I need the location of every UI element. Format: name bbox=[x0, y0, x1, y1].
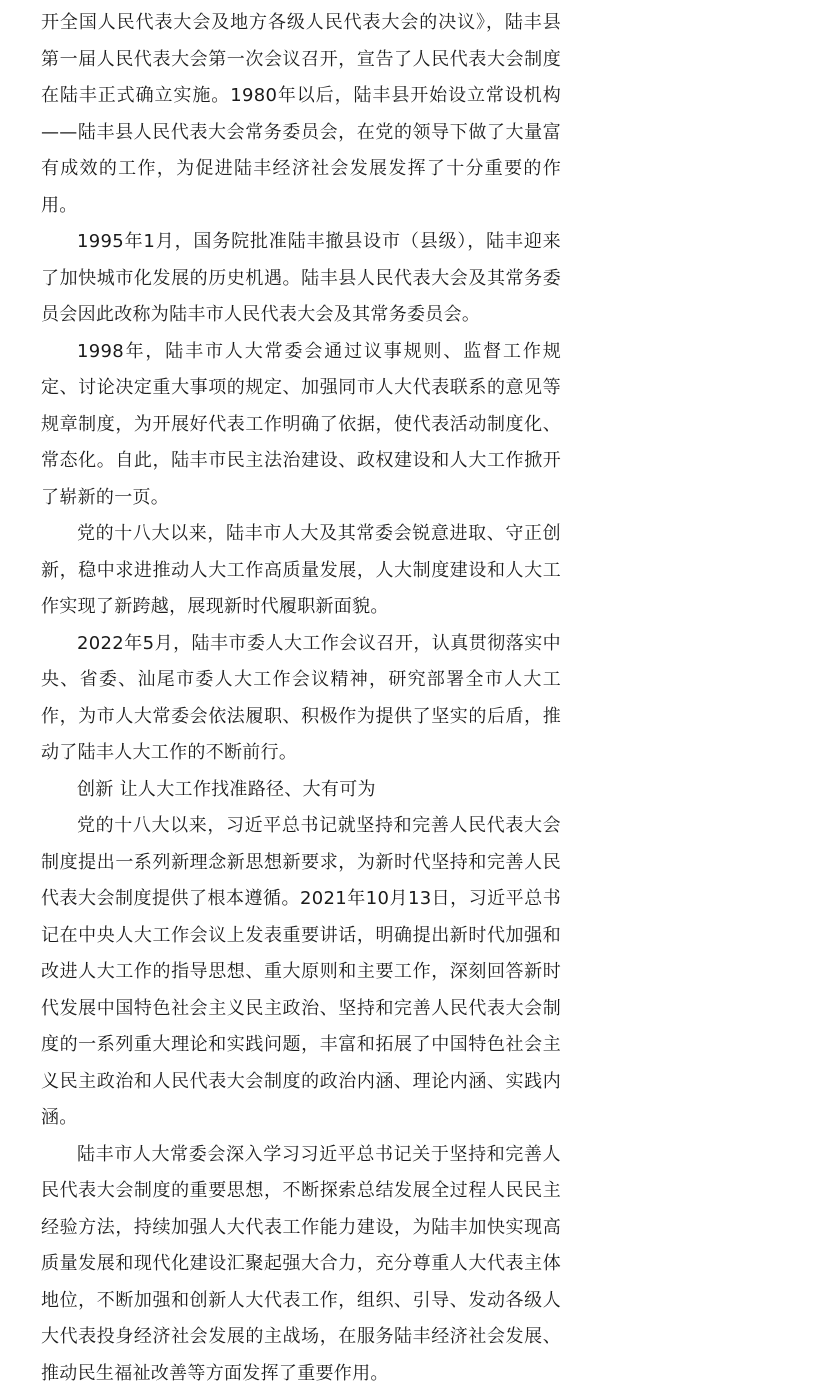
article-body bbox=[41, 5, 561, 1392]
paragraph-2022: 2022年5月，陆丰市委人大工作会议召开，认真贯彻落实中央、省委、汕尾市委人大工作会议精神，研究部署全市人大工作，为市人大常委会依法履职、积极作为提供了坚实的后盾，推动了陆丰人大工作的不断前行。 bbox=[41, 632, 561, 763]
paragraph-18th-congress: 党的十八大以来，陆丰市人大及其常委会锐意进取、守正创新，稳中求进推动人大工作高质量发展，人大制度建设和人大工作实现了新跨越，展现新时代履职新面貌。 bbox=[41, 523, 561, 617]
paragraph-1995: 1995年1月，国务院批准陆丰撤县设市（县级），陆丰迎来了加快城市化发展的历史机遇。陆丰县人民代表大会及其常务委员会因此改称为陆丰市人民代表大会及其常务委员会。 bbox=[41, 231, 561, 325]
paragraph-lufeng-committee: 陆丰市人大常委会深入学习习近平总书记关于坚持和完善人民代表大会制度的重要思想，不断探索总结发展全过程人民民主经验方法，持续加强人大代表工作能力建设，为陆丰加快实现高质量发展和现代化建设汇聚起强大合力，充分尊重人大代表主体地位，不断加强和创新人大代表工作，组织、引导、发动各级人大代表投身经济社会发展的主战场，在服务陆丰经济社会发展、推动民生福祉改善等方面发挥了重要作用。 bbox=[41, 1143, 561, 1384]
section-heading: 创新 让人大工作找准路径、大有可为 bbox=[77, 778, 376, 800]
paragraph-xi-speech: 党的十八大以来，习近平总书记就坚持和完善人民代表大会制度提出一系列新理念新思想新要求，为新时代坚持和完善人民代表大会制度提供了根本遵循。2021年10月13日，习近平总书记在中央人大工作会议上发表重要讲话，明确提出新时代加强和改进人大工作的指导思想、重大原则和主要工作，深刻回答新时代发展中国特色社会主义民主政治、坚持和完善人民代表大会制度的一系列重大理论和实践问题，丰富和拓展了中国特色社会主义民主政治和人民代表大会制度的政治内涵、理论内涵、实践内涵。 bbox=[41, 815, 561, 1128]
paragraph-1998: 1998年，陆丰市人大常委会通过议事规则、监督工作规定、讨论决定重大事项的规定、加强同市人大代表联系的意见等规章制度，为开展好代表工作明确了依据，使代表活动制度化、常态化。自此，陆丰市民主法治建设、政权建设和人大工作掀开了崭新的一页。 bbox=[41, 340, 561, 508]
paragraph-continued-intro: 开全国人民代表大会及地方各级人民代表大会的决议》，陆丰县第一届人民代表大会第一次会议召开，宣告了人民代表大会制度在陆丰正式确立实施。1980年以后，陆丰县开始设立常设机构——陆丰县人民代表大会常务委员会，在党的领导下做了大量富有成效的工作，为促进陆丰经济社会发展发挥了十分重要的作用。 bbox=[41, 12, 561, 216]
